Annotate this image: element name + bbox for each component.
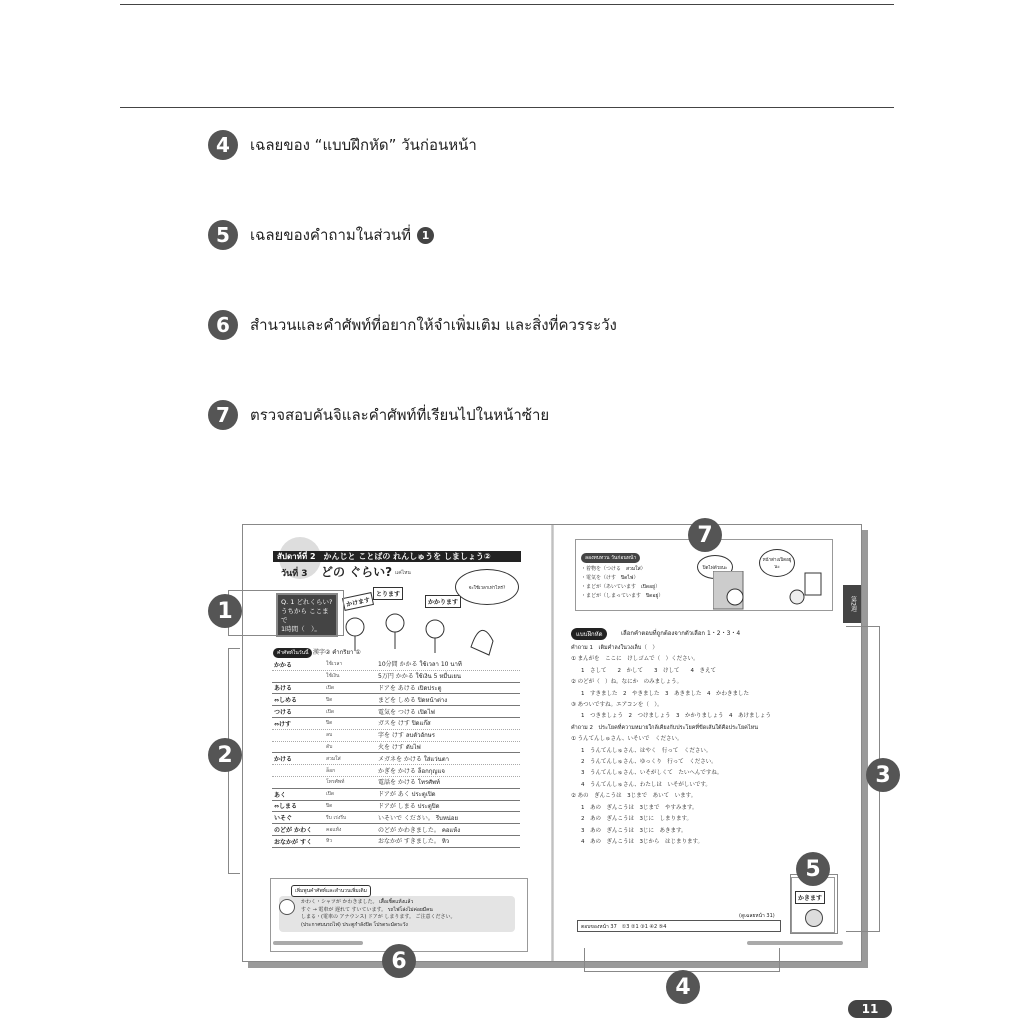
- vocab-word: つける: [274, 709, 293, 717]
- number-7-icon: 7: [208, 400, 238, 430]
- callout-6-icon: 6: [382, 944, 416, 978]
- tip-content: かわく・シャツが かわきました。 เสื้อเชิ้ตแห้งแล้ว すぐ → 電車が 遅れて すいています。 รถไฟโล่งไม่ค่อยมีคน しまる・(電車の アナウンス) ドアが しまります。 ご注意ください。 (ประกาศบนรถไฟ) ประตูกำลังปิด โปรดระมัดระวัง: [279, 896, 515, 932]
- lesson-title-bar: สัปดาห์ที่ 2 かんじと ことばの れんしゅうを しましょう②: [273, 551, 521, 562]
- legend-text: เฉลยของ “แบบฝึกหัด” วันก่อนหน้า: [250, 136, 477, 154]
- vocab-thai: ใช้เวลา: [326, 661, 343, 668]
- number-4-icon: 4: [208, 130, 238, 160]
- vocab-thai: ดับ: [326, 743, 333, 750]
- vocab-thai: หิว: [326, 838, 333, 845]
- exercise-line: 4 うんてんしゅさん、わたしは いそがしいです。: [581, 781, 711, 788]
- vocab-row: [272, 824, 520, 836]
- speech-bubble: จะใช้เวลาเท่าไหร่?: [455, 569, 519, 605]
- vocab-example: ドアが しまる ประตูปิด: [378, 802, 440, 810]
- vocab-thai: สวมใส่: [326, 755, 341, 762]
- vocab-row: [272, 671, 520, 683]
- vocab-row: [272, 836, 520, 848]
- exercise-line: 2 うんてんしゅさん、ゆっくり 行って ください。: [581, 759, 717, 766]
- callout-3-icon: 3: [866, 758, 900, 792]
- vocab-example: かぎを かける ล็อกกุญแจ: [378, 767, 445, 775]
- vocab-thai: เปิด: [326, 708, 335, 715]
- vocab-row: [272, 812, 520, 824]
- vocab-word: のどが かわく: [274, 827, 313, 835]
- answer-note: (ดูเฉลยหน้า 31): [739, 913, 775, 919]
- footer-bar-right: [747, 941, 843, 945]
- legend-text: ตรวจสอบคันจิและคำศัพท์ที่เรียนไปในหน้าซ้าย: [250, 406, 550, 424]
- header-rule-bottom: [120, 107, 894, 108]
- vocab-example: 電話を かける โทรศัพท์: [378, 779, 440, 787]
- exercise-line: 1 さして 2 かして 3 けして 4 きえて: [581, 667, 716, 674]
- callout-frame-6: [270, 878, 528, 952]
- review-illustration: [713, 571, 823, 611]
- vocab-example: まどを しめる ปิดหน้าต่าง: [378, 696, 448, 704]
- exercise-line: ③ あついですね。エアコンを（ ）。: [571, 702, 663, 709]
- vocab-word: かける: [274, 756, 293, 764]
- vocab-thai: ล็อก: [326, 767, 336, 774]
- legend-item-4: [208, 130, 477, 160]
- exercise-line: คำถาม 2 ประโยคที่ความหมายใกล้เคียงกับประโยคที่ขีดเส้นใต้คือประโยคไหน: [571, 724, 759, 731]
- vocab-word: ⇔しめる: [274, 697, 298, 705]
- tip-title: เพิ่มพูนคำศัพท์และสำนวนเพิ่มเติม: [291, 885, 371, 897]
- legend-item-7: [208, 400, 549, 430]
- exercise-tag: แบบฝึกหัด: [571, 628, 607, 640]
- vocab-example: 字を けす ลบตัวอักษร: [378, 732, 435, 740]
- vocab-example: 10分間 かかる ใช้เวลา 10 นาที: [378, 661, 462, 669]
- vocab-thai: ปิด: [326, 720, 333, 727]
- vocab-thai: คอแห้ง: [326, 826, 342, 833]
- exercise-line: ② あの ぎんこうは 3じまで あいて います。: [571, 793, 697, 800]
- vocab-word: あく: [274, 791, 287, 799]
- sign-torimasu: とります: [373, 587, 403, 600]
- sign-kakarimasu: かかります: [425, 595, 461, 608]
- legend-text: สำนวนและคำศัพท์ที่อยากให้จำเพิ่มเติม และสิ่งที่ควรระวัง: [250, 316, 617, 334]
- exercise-lines: [571, 643, 833, 848]
- exercise-line: ② のどが（ ）ね。なにか のみましょう。: [571, 679, 683, 686]
- vocab-example: ドアを あける เปิดประตู: [378, 684, 442, 692]
- vocab-thai: รีบ เร่งรีบ: [326, 814, 347, 821]
- vocab-row: [272, 683, 520, 695]
- prev-answers: ตอบของหน้า 37 ①3 ②1 ③1 ④2 ⑤4: [577, 920, 781, 932]
- vocab-word: ⇔けす: [274, 720, 292, 728]
- legend-item-5: [208, 220, 434, 250]
- review-bubble-1: ปิดไฟด้วยนะ: [697, 555, 733, 579]
- number-1-icon: 1: [417, 227, 434, 244]
- vocab-row: [272, 694, 520, 706]
- callout-5-icon: 5: [796, 852, 830, 886]
- kakimasu-sign: かきます: [795, 891, 825, 904]
- vocab-example: のどが かわきました。 คอแห้ง: [378, 826, 461, 834]
- vocab-example: 5万円 かかる ใช้เงิน 5 หมื่นเยน: [378, 673, 462, 681]
- vocab-word: いそぐ: [274, 815, 293, 823]
- exercise-line: 1 つきましょう 2 つけましょう 3 かかりましょう 4 あけましょう: [581, 713, 771, 720]
- header-rule-top: [120, 4, 894, 5]
- vocab-row: [272, 801, 520, 813]
- exercise-line: คำถาม 1 เติมคำลงในวงเล็บ（ ）: [571, 645, 658, 651]
- vocab-word: あける: [274, 685, 293, 693]
- vocab-row: [272, 765, 520, 777]
- exercise-line: 3 うんてんしゅさん、いそがしくて たいへんですね。: [581, 770, 723, 777]
- chapter-side-tab: 第2週: [843, 585, 862, 623]
- exercise-line: 2 あの ぎんこうは 3じに しまります。: [581, 816, 693, 823]
- lesson-title-thai: แค่ไหน: [395, 570, 411, 576]
- vocab-row: [272, 718, 520, 730]
- vocab-thai: เปิด: [326, 791, 335, 798]
- vocab-row: [272, 730, 520, 742]
- exercise-line: 1 あの ぎんこうは 3じまで やすみます。: [581, 804, 698, 811]
- vocab-word: ⇔しまる: [274, 803, 298, 811]
- vocab-word: かかる: [274, 661, 293, 669]
- day-label: วันที่ 3: [281, 569, 308, 579]
- sign-kakemasu: かけます: [342, 592, 374, 611]
- vocab-thai: ลบ: [326, 732, 333, 739]
- review-lines: ・着物を（つける สวมใส่） ・電気を（けす ปิดไฟ） ・まどが（あいています เปิดอยู่） ・まどが（しまっています ปิดอยู่）: [581, 566, 664, 599]
- vocab-row: [272, 789, 520, 801]
- exercise-line: 4 あの ぎんこうは 3じから はじまります。: [581, 838, 704, 845]
- book-gutter: [551, 525, 554, 961]
- number-6-icon: 6: [208, 310, 238, 340]
- vocab-example: おなかが すきました。 หิว: [378, 838, 450, 846]
- vocab-example: メガネを かける ใส่แว่นตา: [378, 755, 450, 763]
- page-number: 11: [848, 1000, 892, 1018]
- lesson-title: どの ぐらい?: [321, 565, 393, 579]
- number-5-icon: 5: [208, 220, 238, 250]
- exercise-line: 3 あの ぎんこうは 3じに あきます。: [581, 827, 687, 834]
- vocab-row: [272, 659, 520, 671]
- vocab-thai: เปิด: [326, 684, 335, 691]
- callout-frame-1: [228, 590, 344, 636]
- vocab-example: 火を けす ดับไฟ: [378, 743, 421, 751]
- vocab-row: [272, 706, 520, 718]
- exercise-line: 1 すきました 2 やきました 3 あきました 4 かわきました: [581, 690, 749, 697]
- review-tag: ลองทบทวน วันก่อนหน้า: [581, 553, 640, 563]
- vocab-row: [272, 742, 520, 754]
- callout-2-icon: 2: [208, 738, 242, 772]
- vocab-example: ドアが あく ประตูเปิด: [378, 791, 436, 799]
- bracket-4: [584, 948, 780, 972]
- blackboard: Q. 1 どれくらい? うちから ここまで 1時間（ ）。: [276, 593, 338, 637]
- callout-4-icon: 4: [666, 970, 700, 1004]
- vocab-tag: คำศัพท์ในวันนี้: [273, 648, 312, 658]
- callout-1-icon: 1: [208, 594, 242, 628]
- vocab-row: [272, 777, 520, 789]
- exercise-line: 1 うんてんしゅさん、はやく 行って ください。: [581, 747, 712, 754]
- vocab-example: 電気を つける เปิดไฟ: [378, 708, 435, 716]
- vocab-thai: ปิด: [326, 802, 333, 809]
- legend-item-6: [208, 310, 617, 340]
- exercise-line: ① まんがを ここに けしゴムで（ ）ください。: [571, 656, 699, 663]
- review-bubble-2: หน้าต่างเปิดอยู่นะ: [759, 549, 795, 577]
- characters-illustration: [341, 607, 501, 657]
- vocab-word: おなかが すく: [274, 838, 313, 846]
- exercise-line: ① うんてんしゅさん、いそいで ください。: [571, 736, 683, 743]
- vocab-example: いそいで ください。 รีบหน่อย: [378, 814, 459, 822]
- vocab-table: [272, 659, 520, 848]
- vocab-example: ガスを けす ปิดแก๊ส: [378, 720, 431, 728]
- legend-text: เฉลยของคำถามในส่วนที่ 1: [250, 223, 434, 247]
- vocab-heading: 漢字② คำกริยา ①: [313, 649, 361, 656]
- vocab-thai: โทรศัพท์: [326, 779, 345, 786]
- exercise-heading: เลือกคำตอบที่ถูกต้องจากตัวเลือก 1・2・3・4: [621, 630, 741, 637]
- vocab-thai: ใช้เงิน: [326, 673, 340, 680]
- callout-7-icon: 7: [688, 518, 722, 552]
- vocab-row: [272, 753, 520, 765]
- vocab-thai: ปิด: [326, 696, 333, 703]
